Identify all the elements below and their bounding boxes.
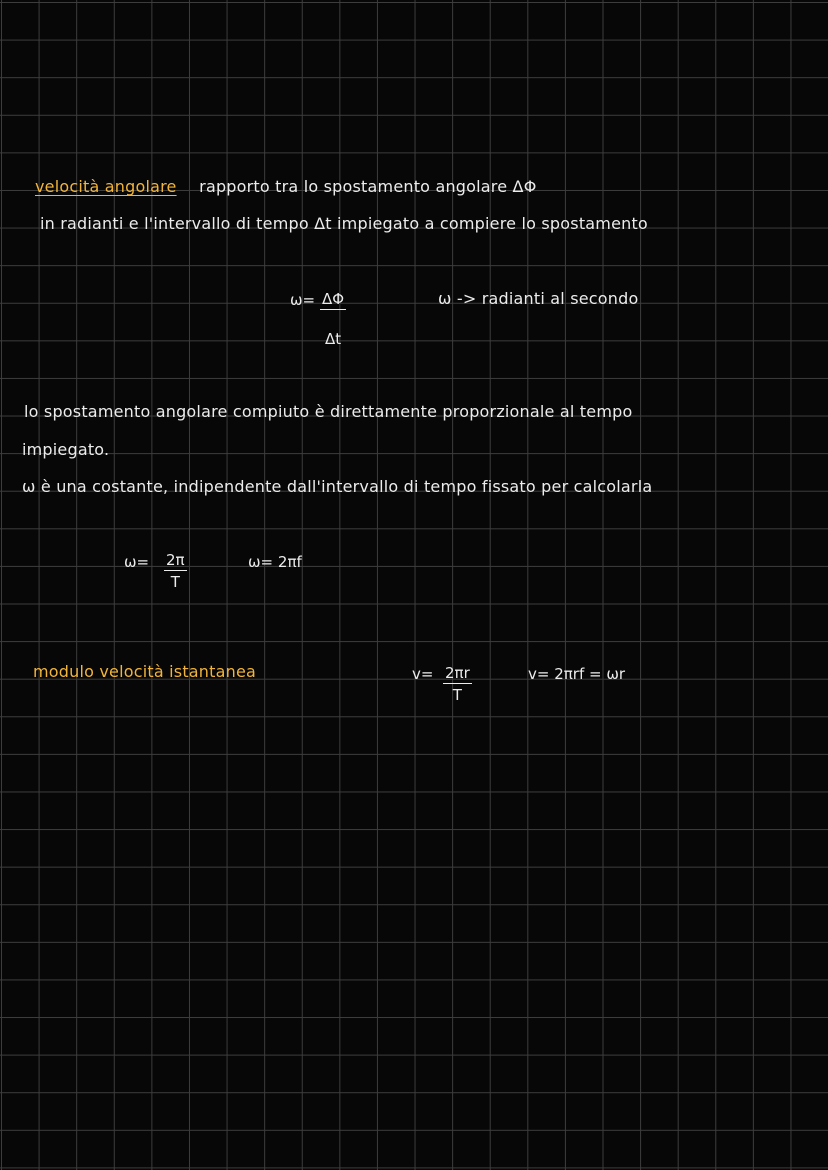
omega-fraction <box>320 290 346 348</box>
term-angular-velocity: velocità angolare <box>35 177 177 196</box>
omega-period-denominator: T <box>170 573 180 591</box>
definition-text: rapporto tra lo spostamento angolare ΔΦ <box>199 177 537 196</box>
paragraph-line-2: impiegato. <box>22 440 110 459</box>
term-instantaneous-speed: modulo velocità istantanea <box>33 662 257 681</box>
speed-numerator: 2πr <box>445 664 470 682</box>
speed-fraction <box>443 664 472 704</box>
omega-period-lhs: ω= <box>124 553 150 571</box>
omega-numerator: ΔΦ <box>322 290 345 308</box>
omega-period-fraction <box>164 551 187 591</box>
speed-lhs: v= <box>412 665 434 683</box>
omega-lhs: ω= <box>290 291 316 309</box>
omega-denominator: Δt <box>324 330 342 348</box>
omega-period-numerator: 2π <box>166 551 185 569</box>
definition-line-2: in radianti e l'intervallo di tempo Δt impiegato a compiere lo spostamento <box>40 214 648 233</box>
paragraph-line-1: lo spostamento angolare compiuto è direttamente proporzionale al tempo <box>24 402 633 421</box>
speed-denominator: T <box>452 686 462 704</box>
paragraph-line-3: ω è una costante, indipendente dall'intervallo di tempo fissato per calcolarla <box>22 477 653 496</box>
omega-frequency-formula: ω= 2πf <box>248 553 302 571</box>
omega-unit-note: ω -> radianti al secondo <box>438 289 639 308</box>
definition-line-1 <box>35 177 537 197</box>
speed-frequency-formula: v= 2πrf = ωr <box>528 665 626 683</box>
